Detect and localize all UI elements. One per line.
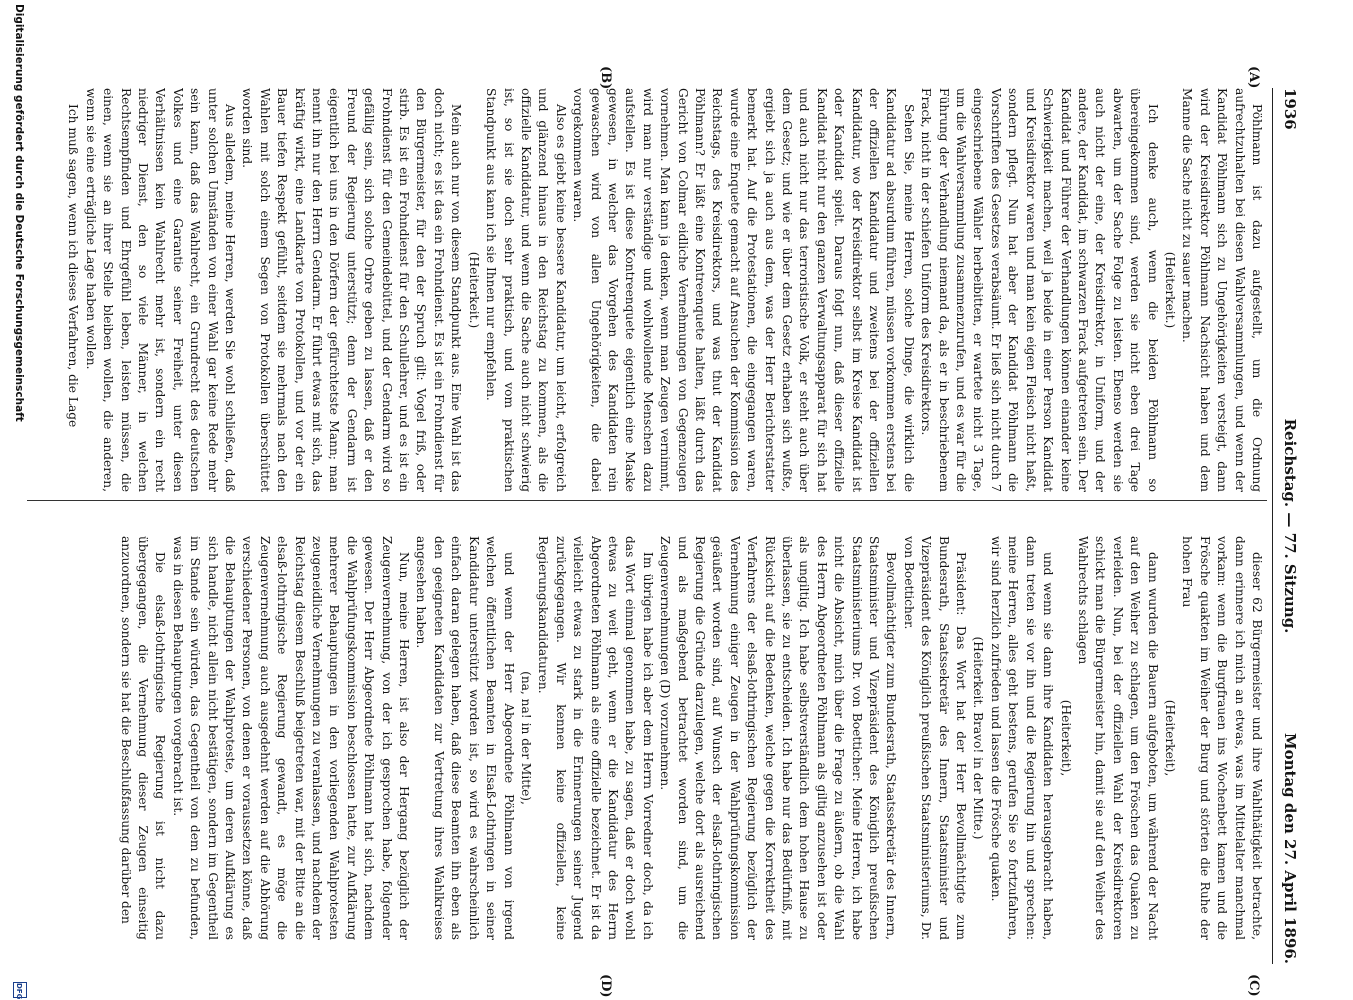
margin-marker-c: (C) [1246,974,1261,997]
paragraph: Nun, meine Herren, ist also der Hergang bezüglich der Zeugenvernehmung, von der ich gesprochen habe, folgender gewesen. Der Herr Abgeordnete Pöhlmann hat sich, nachdem die Wahlprüfungskommission beschlossen hatte, zur Aufklärung mehrerer Behauptungen in den vorliegenden Wahlprotesten zeugeneidliche Vernehmungen zu veranlassen, und nachdem der Reichstag diesem Beschluß beigetreten war, mit der Bitte an die elsaß-lothringische Regierung gewandt, es möge die Zeugenvernehmung auch ausgedehnt werden auf die Abhörung verschiedener Personen, von denen er voraussetzen könne, daß die Behauptungen der Wahlproteste, um deren Aufklärung es sich handle, nicht allein nicht bestätigen, sondern im Gegentheil im Stande sein würden, das Gegentheil von dem zu befunden, was in diesen Behauptungen vorgebracht ist. [170,536,412,940]
interjection: (Heiterkeit.) [466,251,481,329]
paragraph: Pöhlmann ist dazu aufgestellt, um die Ordnung aufrechtzuhalten bei diesen Wahlversammlungen, und wenn der Kandidat Pöhlmann sich zu Ungehörigkeiten versteigt, dann wird der Kreisdirektor Pöhlmann Nachsicht haben und dem Manne die Sache nicht zu sauer machen. [1180,88,1264,492]
right-column [25,536,1265,940]
paragraph: Also es giebt keine bessere Kandidatur, um leicht, erfolgreich und glänzend hinaus in den Reichstag zu kommen, als die offizielle Kandidatur, und wenn die Sache auch nicht schwierig ist, so ist sie doch sehr praktisch, und vom praktischen Standpunkt aus kann ich sie Ihnen nur empfehlen. [484,88,568,492]
session-title: Reichstag. — 77. Sitzung. [1281,418,1299,634]
page-number: 1936 [1281,88,1299,130]
minister-speech: Bevollmächtigter zum Bundesrath, Staatssekretär des Innern, Staatsminister und Vizepräsident des Königlich preußischen Staatsministeriums Dr. von Boetticher: Meine Herren, ich habe nicht die Absicht, mich über die Frage zu äußern, ob die Wahl des Herrn Abgeordneten Pöhlmann als giltig anzusehen ist oder als ungiltig. Ich habe selbstverständlich dem hohen Hause zu überlassen, sie zu entscheiden. Ich habe nur das Bedürfniß, mit Rücksicht auf die Bedenken, welche gegen die Korrektheit des Verfahrens der elsaß-lothringischen Regierung bezüglich der Vernehmung einiger Zeugen in der Wahlprüfungskommission geäußert worden sind, auf Wunsch der elsaß-lothringischen Regierung die Gründe darzulegen, welche dort als ausreichend und als maßgebend betrachtet worden sind, um die Zeugenvernehmungen (D) vorzunehmen. [658,536,899,940]
paragraph: und wenn der Herr Abgeordnete Pöhlmann von irgend welchen öffentlichen Beamten in Elsaß-Lothringen in seiner Kandidatur unterstützt worden ist, so wird es wahrscheinlich einfach daran gelegen haben, daß diese Beamten ihn eben als den geeigneten Kandidaten zur Vertretung ihres Wahlkreises angesehen haben. [414,536,516,940]
column-divider [27,500,1267,501]
paragraph: Im übrigen habe ich aber dem Herrn Vorredner doch, da ich das Wort einmal genommen habe, zu sagen, daß er doch wohl etwas zu weit geht, wenn er die Kandidatur des Herrn Abgeordneten Pöhlmann als eine offizielle bezeichnet. Er ist da vielleicht etwas zu stark in die Erinnerungen seiner Jugend zurückgegangen. Wir kennen keine offiziellen, keine Regierungskandidaturen. [536,536,655,940]
paragraph: dann wurden die Bauern aufgeboten, um während der Nacht auf den Weiher zu schlagen, um den Fröschen das Quaken zu verleiden. Nun, bei der offiziellen Wahl der Kreisdirektoren schickt man die Bürgermeister hin, damit sie auf den Weiher des Wahlrechts schlagen [1075,536,1160,940]
margin-marker-d: (D) [598,974,613,998]
paragraph: Ich muß sagen, wenn ich dieses Verfahren, die Lage [66,104,81,428]
interjection: (Heiterkeit), [1058,699,1073,777]
session-date: Montag den 27. April 1896. [1281,733,1299,964]
dfg-logo-icon: DFG [13,982,27,998]
page-header [1275,88,1303,964]
margin-marker-a: (A) [1246,66,1261,89]
paragraph: und wenn sie dann ihre Kandidaten herausgebracht haben, dann treten sie vor ihn und die Regierung hin und sprechen: meine Herren, alles geht bestens, gerufen Sie so fortzufahren, wir sind herzlich zufrieden und lassen die Frösche quaken. [988,536,1056,940]
paragraph: Mein auch nur von diesem Standpunkt aus. Eine Wahl ist das doch nicht; es ist das ein Frohndienst. Es ist ein Frohndienst für den Bürgermeister, für den der Spruch gilt: Vogel friß, oder stirb. Es ist ein Frohndienst für den Schullehrer, und es ist ein Frohndienst für den Gemeindebüttel, und der Gendarm wird so gefällig sein, sich solche Orbre geben zu lassen, daß er den Freund der Regierung unterstützt; denn der Gendarm ist eigentlich bei uns in den Dörfern der gefürchtetste Mann; man nennt ihn nur den Herrn Gendarm. Er führt etwas mit sich, das kräftig wirkt, eine Landkarte von Protokollen, und vor der ein Bauer tiefen Respekt gefühlt, seitdem sie mehrmals nach den Wahlen mit solch einem Segen von Protokollen überschüttet worden sind. [240,88,464,492]
paragraph: Sehen Sie, meine Herren, solche Dinge, die wirklich die Kandidatur ad absurdum führen, müssen vorkommen erstens bei der offiziellen Kandidatur und zweitens bei der offiziellen Kandidatur, wo der Kreisdirektor selbst im Kreise Kandidat ist oder Kandidat spielt. Daraus folgt nun, daß dieser offizielle Kandidat nicht nur den ganzen Verwaltungsapparat für sich hat und auch nicht nur das terroristische Volk, er steht auch über dem Gesetz; und wie er über dem Gesetz erhaben sich wußte, ergiebt sich ja auch aus dem, was der Herr Berichterstatter bemerkt hat. Auf die Protestationen, die eingegangen waren, wurde eine Enquete gemacht auf Ansuchen der Kommission des Reichstags, des Kreisdirektors, und was thut der Kandidat Pöhlmann? Er läßt eine Kontreenquete halten, läßt durch das Gericht von Colmar eidliche Vernehmungen von Gegenzeugen vornehmen. Man kann ja denken, wenn man Zeugen vernimmt, wird man nur verständige und wohlwollende Menschen dazu aufstellen. Es ist diese Kontreenquete eigentlich eine Maske gewesen, in welcher das Vorgehen des Kandidaten rein gewaschen wird von allen Ungehörigkeiten, die dabei vorgekommen waren. [571,88,916,492]
paragraph: Ich denke auch, wenn die beiden Pöhlmann so übereingekommen sind, werden sie nicht eben drei Tage abwarten, um der Sache Folge zu leisten. Ebenso werden sie auch nicht der eine, der Kreisdirektor, in Uniform, und der andere, der Kandidat, im schwarzen Frack aufgetreten sein. Der Kandidat und Führer der Verhandlungen können einander keine Schwierigkeit machen, weil ja beide in einer Person Kandidat und Kreisdirektor waren und man kein eigen Fleisch nicht haßt, sondern pflegt. Nun hat aber der Kandidat Pöhlmann die Vorschriften des Gesetzes verabsäumt. Er ließ sich nicht durch 7 eingeschriebene Wähler herbeibitten, er wartete nicht 3 Tage, um die Wahlversammlung zusammenzurufen, und es war für die Führung der Verhandlung niemand da, als er in beschriebenem Frack, nicht in der schiefen Uniform des Kreisdirektors. [919,88,1160,492]
left-column [25,88,1265,492]
interjection: (Heiterkeit), [1162,699,1177,777]
digitization-footer [7,0,31,1000]
funding-note: Digitalisierung gefördert durch die Deutsche Forschungsgemeinschaft [13,4,25,422]
interjection: (Heiterkeit. Bravo! in der Mitte.) [971,636,986,840]
paragraph: dieser 62 Bürgermeister und ihre Wahlthätigkeit betrachte, dann erinnere ich mich an etwas, was im Mittelalter manchmal vorkam: wenn die Burgfrauen ins Wochenbett kamen und die Frösche quakten im Weiher der Burg und störten die Ruhe der hohen Frau [1180,536,1264,940]
paragraph: Aus alledem, meine Herren, werden Sie wohl schließen, daß unter solchen Umständen von einer Wahl gar keine Rede mehr sein kann, daß das Wahlrecht, ein Grundrecht des deutschen Volkes und eine Garantie seiner Freiheit, unter diesen Verhältnissen kein Wahlrecht mehr ist, sondern ein recht niedriger Dienst, den so viele Männer, in welchen Rechtsempfinden und Ehrgefühl leben, leisten müssen, die einen, wenn sie an ihrer Stelle bleiben wollen, die anderen, wenn sie eine erträgliche Lage haben wollen. [83,88,238,492]
president-statement: Präsident: Das Wort hat der Herr Bevollmächtigte zum Bundesrath, Staatssekretär des Innern, Staatsminister und Vizepräsident des Königlich preußischen Staatsministeriums, Dr. von Boetticher. [901,536,969,940]
paragraph: Die elsaß-lothringische Regierung ist nicht dazu übergegangen, die Vernehmung dieser Zeugen einseitig anzuordnen, sondern sie hat die Beschlußfassung darüber den [118,536,168,940]
margin-marker-b: (B) [598,66,613,90]
interjection: (na, na! in der Mitte), [518,671,533,805]
interjection: (Heiterkeit.) [1162,251,1177,329]
header-rule [1272,88,1273,964]
